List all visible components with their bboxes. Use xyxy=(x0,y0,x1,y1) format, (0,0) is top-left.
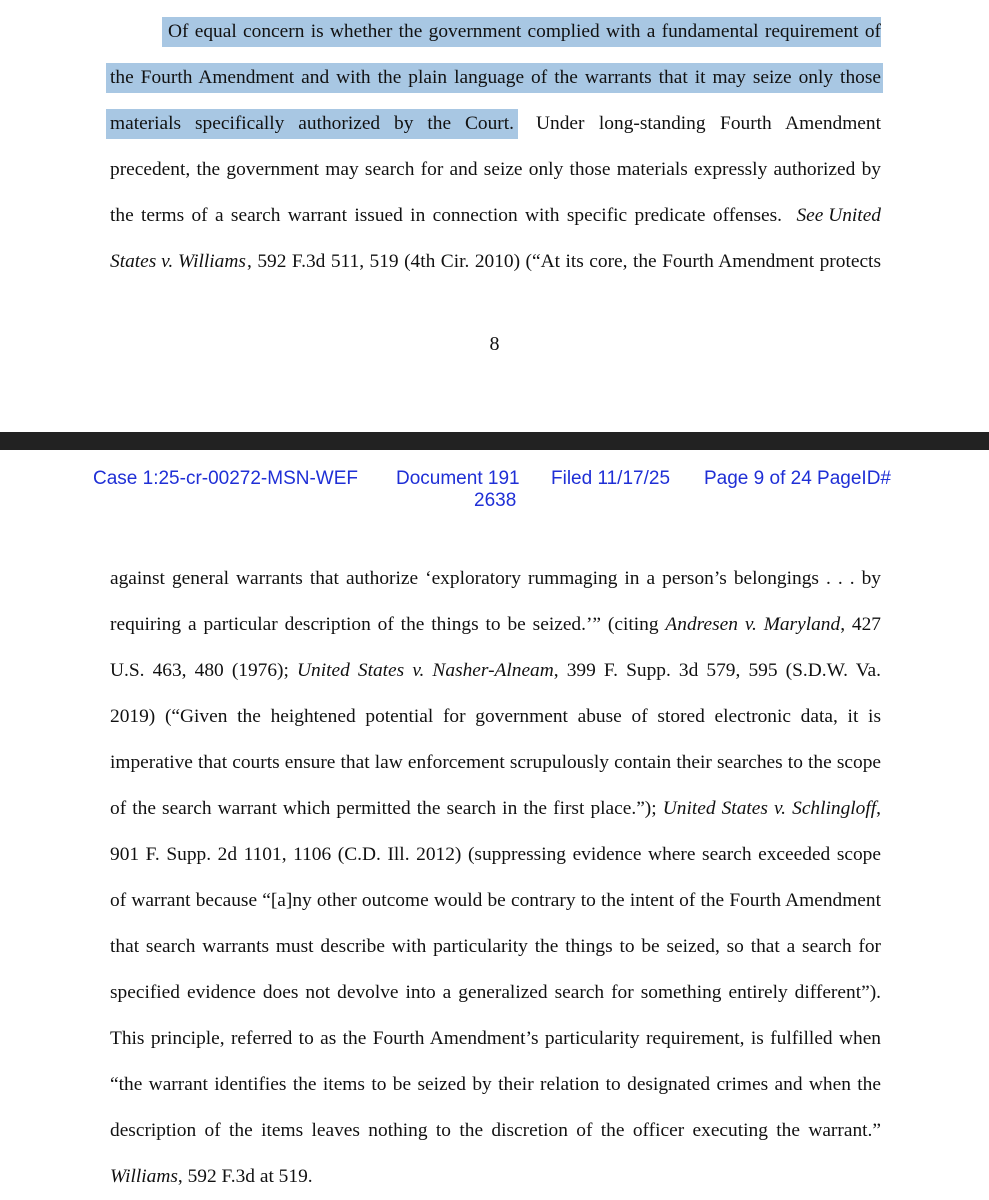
case-name: United States v. Nasher-Alneam xyxy=(297,660,554,681)
text-line xyxy=(110,201,881,231)
text-line: Under long-standing Fourth Amendment xyxy=(536,113,881,134)
text-line: specified evidence does not devolve into a generalized search for something entirely different”). xyxy=(110,982,881,1003)
text-run: of the search warrant which permitted the search in the first place.”); xyxy=(110,798,663,819)
text-line: , 592 F.3d 511, 519 (4th Cir. 2010) (“At its core, the Fourth Amendment protects xyxy=(247,251,881,272)
text-line-partial-highlight xyxy=(110,109,881,139)
text-run: requiring a particular description of the things to be seized.’” (citing xyxy=(110,614,666,635)
text-line xyxy=(110,1162,881,1192)
text-line-highlighted xyxy=(168,17,881,47)
text-run: , xyxy=(876,798,882,819)
text-line-highlighted xyxy=(110,63,881,93)
page-8 xyxy=(0,0,989,432)
page-number: 8 xyxy=(489,333,500,355)
text-line: that search warrants must describe with particularity the things to be seized, so that a search for xyxy=(110,936,881,957)
text-line: 901 F. Supp. 2d 1101, 1106 (C.D. Ill. 2012) (suppressing evidence where search exceeded scope xyxy=(110,844,881,865)
text-line: imperative that courts ensure that law enforcement scrupulously contain their searches to the scope xyxy=(110,752,881,773)
case-name: United States v. Schlingloff xyxy=(662,798,877,819)
text-line: against general warrants that authorize ‘exploratory rummaging in a person’s belongings . . . by xyxy=(110,568,881,589)
text-line: precedent, the government may search for and seize only those materials expressly authorized by xyxy=(110,159,881,180)
text-line: “the warrant identifies the items to be seized by their relation to designated crimes and when the xyxy=(110,1074,881,1095)
case-number: Case 1:25-cr-00272-MSN-WEF xyxy=(93,468,359,489)
text-line: materials specifically authorized by the Court. xyxy=(110,113,514,134)
document-number: Document 191 xyxy=(396,468,520,489)
case-name: Williams xyxy=(110,1166,178,1187)
page-separator xyxy=(0,432,989,450)
text-run: , 399 F. Supp. 3d 579, 595 (S.D.W. Va. xyxy=(553,660,882,681)
text-line: the Fourth Amendment and with the plain language of the warrants that it may seize only those xyxy=(110,67,881,88)
text-line: This principle, referred to as the Fourth Amendment’s particularity requirement, is fulfilled when xyxy=(110,1028,881,1049)
text-line: the terms of a search warrant issued in connection with specific predicate offenses. xyxy=(110,205,782,226)
text-line xyxy=(110,247,881,277)
text-line: description of the items leaves nothing to the discretion of the officer executing the warrant.” xyxy=(110,1120,881,1141)
text-line: 2019) (“Given the heightened potential for government abuse of stored electronic data, it is xyxy=(110,706,881,727)
case-name: States v. Williams xyxy=(110,251,246,272)
text-line xyxy=(110,610,881,640)
page-id-number: 2638 xyxy=(474,490,517,511)
citation-signal: See United xyxy=(796,205,881,226)
text-run: , 592 F.3d at 519. xyxy=(177,1166,313,1187)
text-run: , 427 xyxy=(840,614,881,635)
text-line xyxy=(110,794,881,824)
filed-date: Filed 11/17/25 xyxy=(551,468,671,489)
page-9 xyxy=(0,450,989,1200)
text-line xyxy=(110,656,881,686)
case-name: Andresen v. Maryland xyxy=(665,614,841,635)
text-run: U.S. 463, 480 (1976); xyxy=(110,660,298,681)
text-line: of warrant because “[a]ny other outcome would be contrary to the intent of the Fourth Amendment xyxy=(110,890,881,911)
text-line: Of equal concern is whether the government complied with a fundamental requirement of xyxy=(168,21,881,42)
page-info: Page 9 of 24 PageID# xyxy=(704,468,891,489)
